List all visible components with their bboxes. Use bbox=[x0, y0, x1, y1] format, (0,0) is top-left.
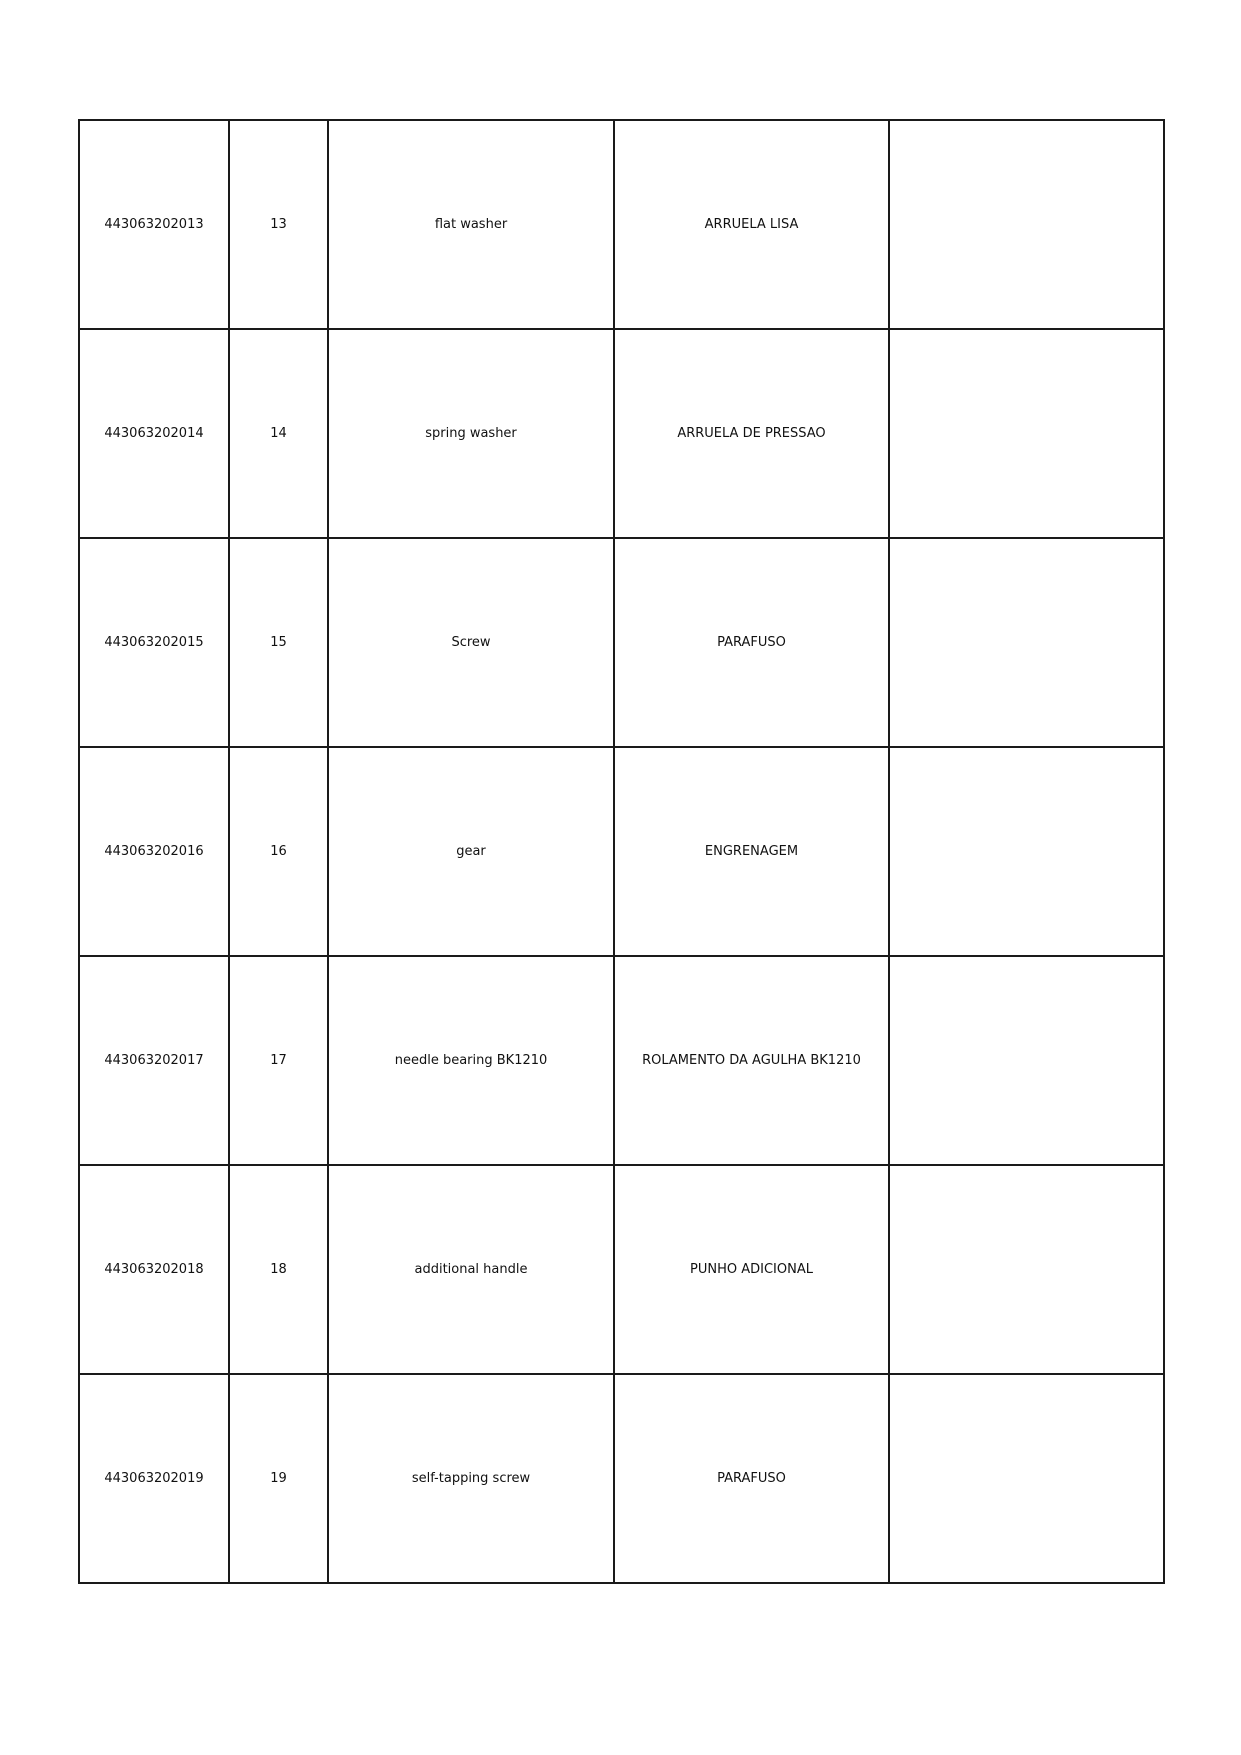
description-pt-cell: ARRUELA LISA bbox=[614, 120, 889, 329]
table-row bbox=[79, 747, 1164, 956]
note-cell bbox=[889, 538, 1164, 747]
item-number-cell: 14 bbox=[229, 329, 328, 538]
description-pt-cell: PARAFUSO bbox=[614, 1374, 889, 1583]
part-code-cell: 443063202015 bbox=[79, 538, 229, 747]
table-row bbox=[79, 120, 1164, 329]
description-en-cell: Screw bbox=[328, 538, 614, 747]
part-code-cell: 443063202016 bbox=[79, 747, 229, 956]
part-code-cell: 443063202014 bbox=[79, 329, 229, 538]
note-cell bbox=[889, 956, 1164, 1165]
description-en-cell: additional handle bbox=[328, 1165, 614, 1374]
part-code-cell: 443063202013 bbox=[79, 120, 229, 329]
item-number-cell: 15 bbox=[229, 538, 328, 747]
description-en-cell: self-tapping screw bbox=[328, 1374, 614, 1583]
item-number-cell: 16 bbox=[229, 747, 328, 956]
note-cell bbox=[889, 1374, 1164, 1583]
part-code-cell: 443063202019 bbox=[79, 1374, 229, 1583]
table-row bbox=[79, 1374, 1164, 1583]
table-row bbox=[79, 1165, 1164, 1374]
note-cell bbox=[889, 120, 1164, 329]
description-en-cell: spring washer bbox=[328, 329, 614, 538]
table-row bbox=[79, 956, 1164, 1165]
description-pt-cell: PUNHO ADICIONAL bbox=[614, 1165, 889, 1374]
description-en-cell: needle bearing BK1210 bbox=[328, 956, 614, 1165]
item-number-cell: 13 bbox=[229, 120, 328, 329]
part-code-cell: 443063202018 bbox=[79, 1165, 229, 1374]
item-number-cell: 17 bbox=[229, 956, 328, 1165]
parts-table bbox=[78, 119, 1165, 1584]
item-number-cell: 18 bbox=[229, 1165, 328, 1374]
description-en-cell: flat washer bbox=[328, 120, 614, 329]
description-en-cell: gear bbox=[328, 747, 614, 956]
note-cell bbox=[889, 329, 1164, 538]
description-pt-cell: ARRUELA DE PRESSAO bbox=[614, 329, 889, 538]
note-cell bbox=[889, 1165, 1164, 1374]
part-code-cell: 443063202017 bbox=[79, 956, 229, 1165]
description-pt-cell: PARAFUSO bbox=[614, 538, 889, 747]
table-row bbox=[79, 538, 1164, 747]
description-pt-cell: ROLAMENTO DA AGULHA BK1210 bbox=[614, 956, 889, 1165]
item-number-cell: 19 bbox=[229, 1374, 328, 1583]
table-row bbox=[79, 329, 1164, 538]
parts-table-body bbox=[79, 120, 1164, 1583]
note-cell bbox=[889, 747, 1164, 956]
description-pt-cell: ENGRENAGEM bbox=[614, 747, 889, 956]
